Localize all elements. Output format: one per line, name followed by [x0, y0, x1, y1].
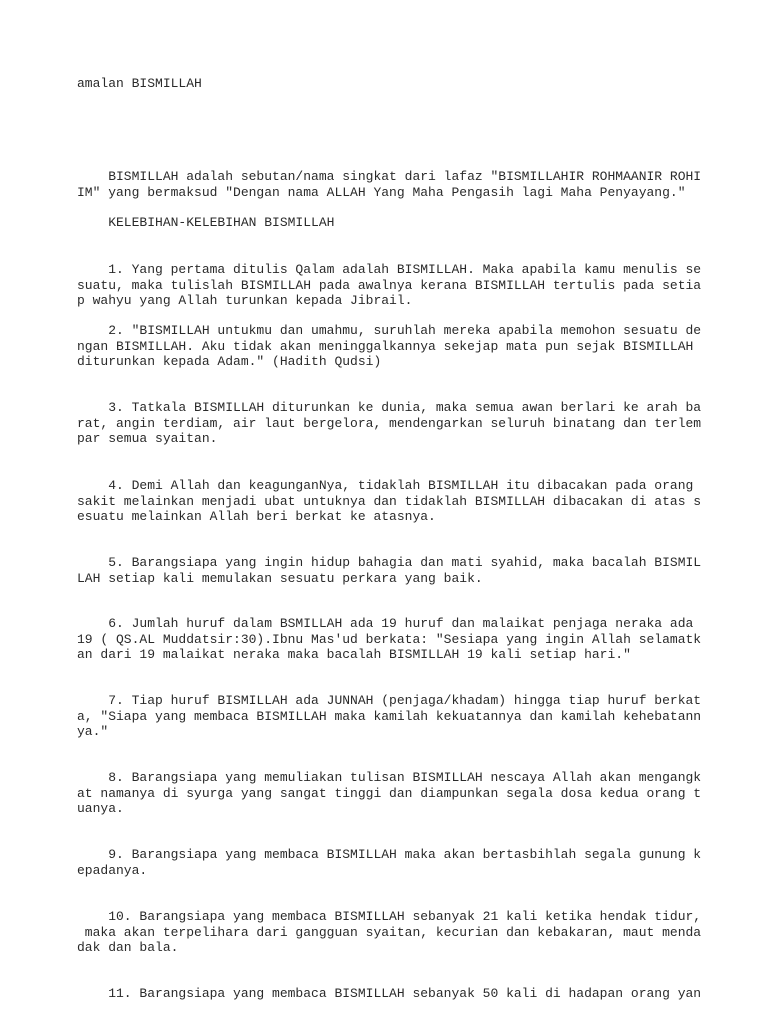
paragraph-2 — [77, 215, 697, 231]
text-line: at namanya di syurga yang sangat tinggi dan diampunkan segala dosa kedua orang t — [77, 785, 702, 801]
text-line: dak dan bala. — [77, 940, 179, 955]
document-title: amalan BISMILLAH — [77, 76, 202, 91]
text-line: 8. Barangsiapa yang memuliakan tulisan BISMILLAH nescaya Allah akan mengangk — [77, 770, 702, 785]
text-line: esuatu melainkan Allah beri berkat ke atasnya. — [77, 509, 436, 524]
text-line: BISMILLAH adalah sebutan/nama singkat dari lafaz "BISMILLAHIR ROHMAANIR ROHI — [77, 169, 702, 184]
text-line: 11. Barangsiapa yang membaca BISMILLAH sebanyak 50 kali di hadapan orang yan — [77, 986, 702, 1001]
paragraph-6 — [77, 478, 702, 525]
paragraph-3 — [77, 262, 702, 309]
text-line: 1. Yang pertama ditulis Qalam adalah BISMILLAH. Maka apabila kamu menulis se — [77, 262, 702, 277]
paragraph-8 — [77, 616, 702, 663]
text-line: ngan BISMILLAH. Aku tidak akan meninggalkannya sekejap mata pun sejak BISMILLAH — [77, 338, 694, 354]
text-line: 9. Barangsiapa yang membaca BISMILLAH maka akan bertasbihlah segala gunung k — [77, 847, 702, 862]
paragraph-7 — [77, 555, 702, 586]
text-line: uanya. — [77, 801, 124, 816]
text-line: epadanya. — [77, 862, 148, 878]
paragraph-10 — [77, 770, 702, 817]
text-line: ya." — [77, 724, 109, 739]
text-line: 3. Tatkala BISMILLAH diturunkan ke dunia, maka semua awan berlari ke arah ba — [77, 400, 702, 415]
text-line: 6. Jumlah huruf dalam BSMILLAH ada 19 huruf dan malaikat penjaga neraka ada — [77, 616, 694, 631]
text-line: rat, angin terdiam, air laut bergelora, mendengarkan seluruh binatang dan terlem — [77, 415, 702, 431]
text-line: p wahyu yang Allah turunkan kepada Jibrail. — [77, 293, 413, 308]
text-line: 7. Tiap huruf BISMILLAH ada JUNNAH (penjaga/khadam) hingga tiap huruf berkat — [77, 693, 702, 708]
text-line: 5. Barangsiapa yang ingin hidup bahagia dan mati syahid, maka bacalah BISMIL — [77, 555, 702, 570]
text-line: suatu, maka tulislah BISMILLAH pada awalnya kerana BISMILLAH tertulis pada setia — [77, 277, 702, 293]
text-line: 2. "BISMILLAH untukmu dan umahmu, suruhlah mereka apabila memohon sesuatu de — [77, 323, 702, 338]
text-line: 10. Barangsiapa yang membaca BISMILLAH sebanyak 21 kali ketika hendak tidur, — [77, 909, 702, 924]
text-line: maka akan terpelihara dari gangguan syaitan, kecurian dan kebakaran, maut menda — [77, 924, 702, 940]
text-line: an dari 19 malaikat neraka maka bacalah BISMILLAH 19 kali setiap hari." — [77, 647, 631, 662]
paragraph-4 — [77, 323, 702, 370]
text-line: IM" yang bermaksud "Dengan nama ALLAH Yang Maha Pengasih lagi Maha Penyayang." — [77, 184, 686, 200]
text-line: KELEBIHAN-KELEBIHAN BISMILLAH — [77, 215, 335, 230]
paragraph-11 — [77, 847, 702, 878]
text-line: par semua syaitan. — [77, 431, 218, 446]
text-line: LAH setiap kali memulakan sesuatu perkara yang baik. — [77, 570, 483, 586]
text-line: 19 ( QS.AL Muddatsir:30).Ibnu Mas'ud berkata: "Sesiapa yang ingin Allah selamatk — [77, 631, 702, 647]
paragraph-5 — [77, 400, 702, 447]
text-line: sakit melainkan menjadi ubat untuknya dan tidaklah BISMILLAH dibacakan di atas s — [77, 493, 702, 509]
paragraph-1 — [77, 169, 702, 200]
text-line: 4. Demi Allah dan keagunganNya, tidaklah BISMILLAH itu dibacakan pada orang — [77, 478, 694, 493]
paragraph-13 — [77, 986, 702, 1002]
paragraph-12 — [77, 909, 702, 956]
text-line: a, "Siapa yang membaca BISMILLAH maka kamilah kekuatannya dan kamilah kehebatann — [77, 708, 702, 724]
text-line: diturunkan kepada Adam." (Hadith Qudsi) — [77, 354, 382, 369]
paragraph-9 — [77, 693, 702, 740]
